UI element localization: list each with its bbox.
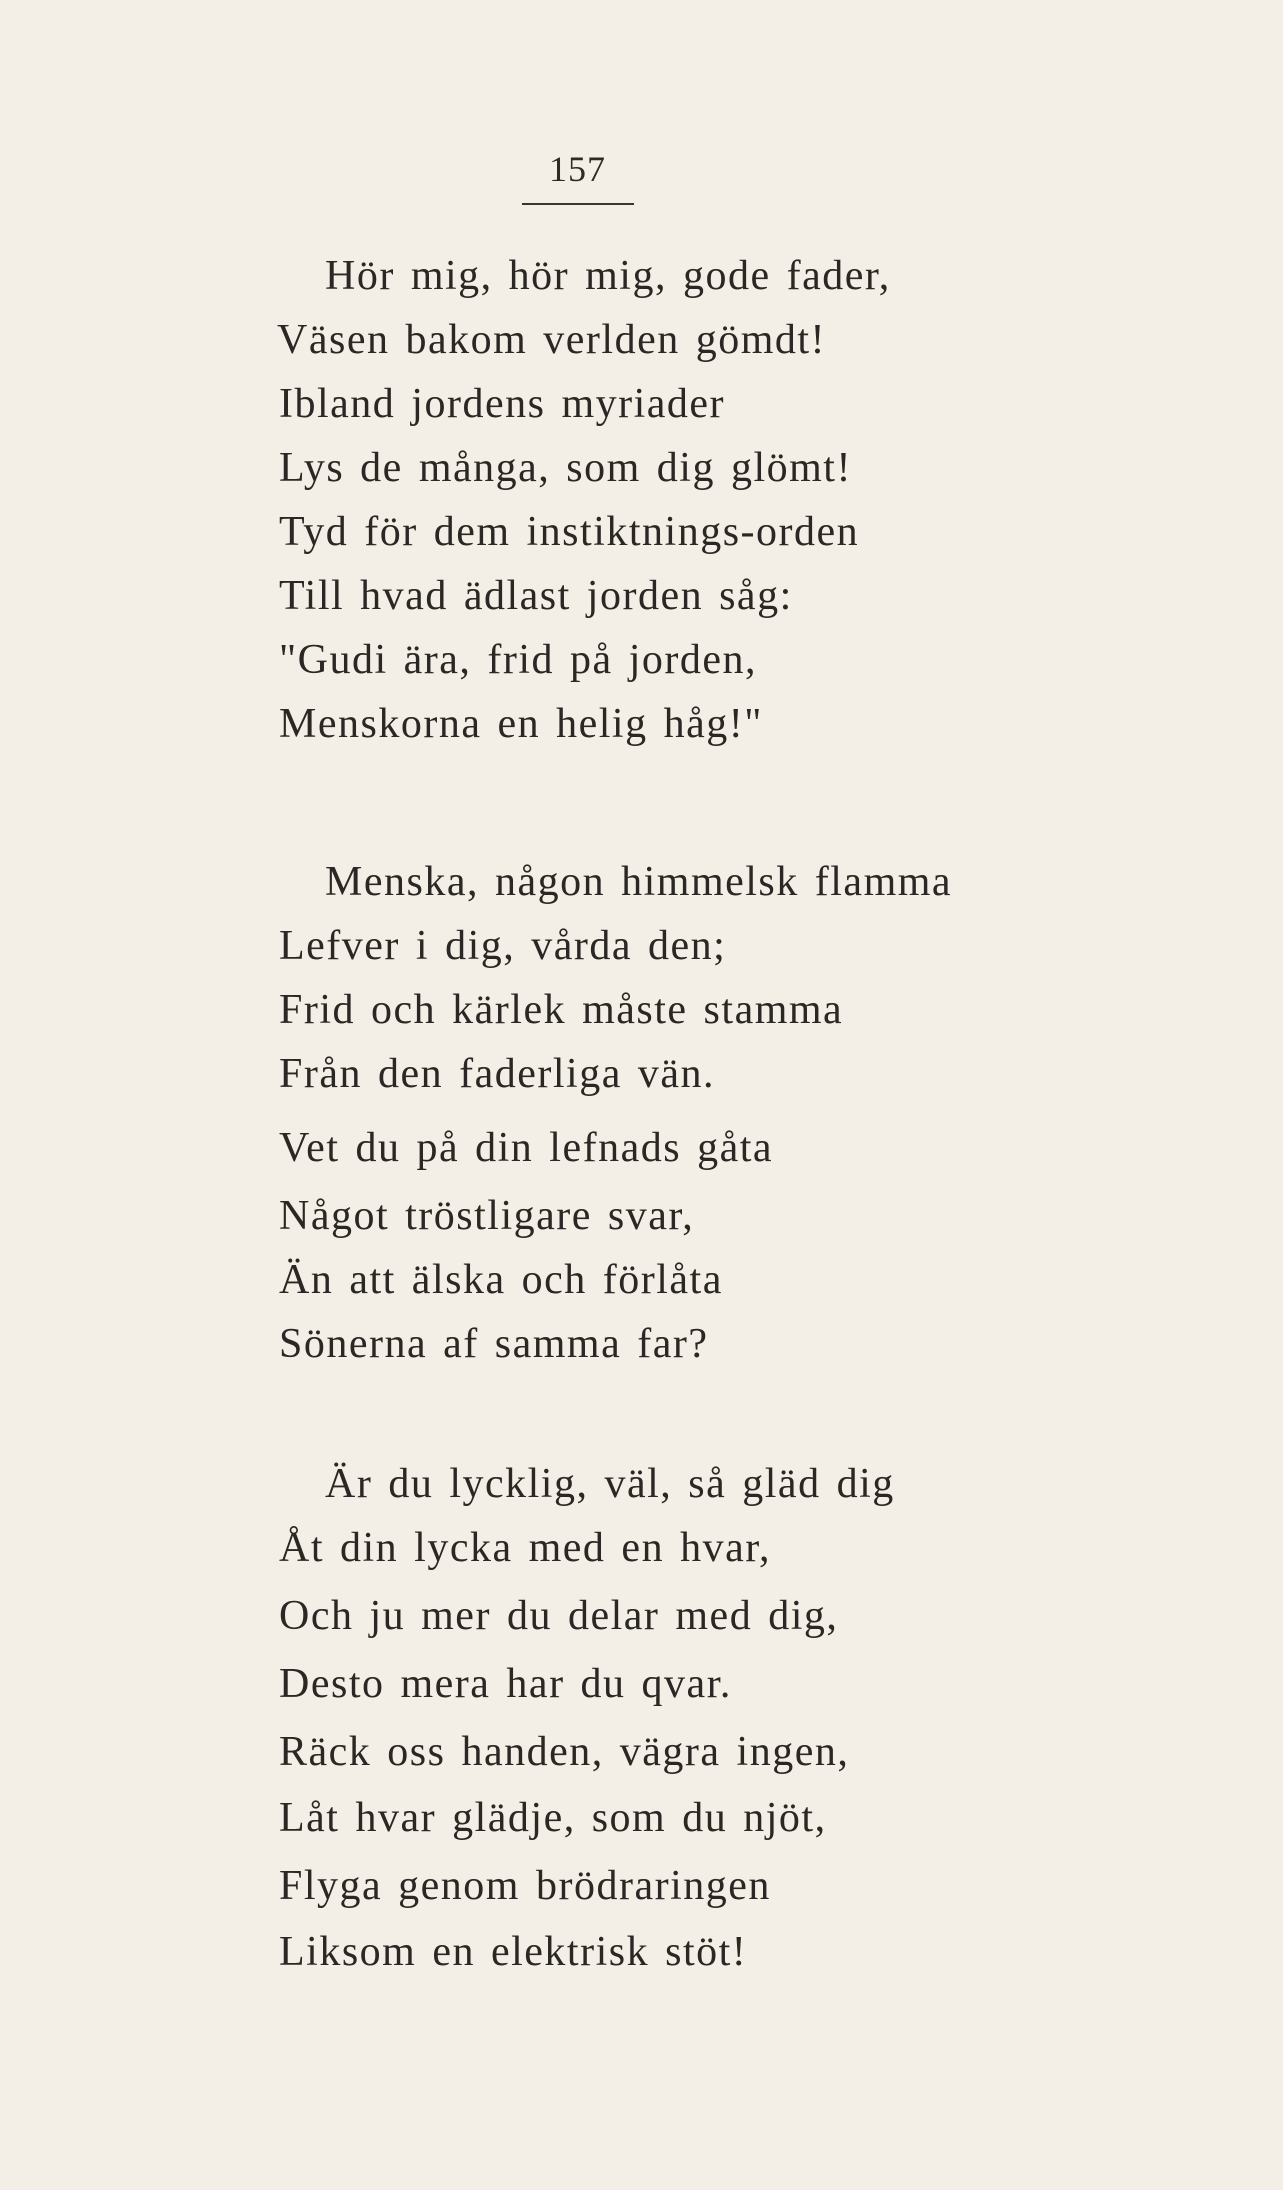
verse-line: Åt din lycka med en hvar, <box>279 1525 772 1571</box>
page-number-rule <box>522 203 634 205</box>
verse-line: Frid och kärlek måste stamma <box>279 987 844 1033</box>
verse-line: Från den faderliga vän. <box>279 1051 716 1097</box>
verse-line: Lefver i dig, vårda den; <box>279 923 727 969</box>
verse-line: Liksom en elektrisk stöt! <box>279 1929 748 1975</box>
verse-line: Är du lycklig, väl, så gläd dig <box>325 1461 895 1507</box>
verse-line: Låt hvar glädje, som du njöt, <box>279 1795 827 1841</box>
verse-line: Och ju mer du delar med dig, <box>279 1593 839 1639</box>
verse-line: Sönerna af samma far? <box>279 1321 709 1367</box>
verse-line: Desto mera har du qvar. <box>279 1661 732 1707</box>
verse-line: Hör mig, hör mig, gode fader, <box>325 253 891 299</box>
verse-line: Lys de många, som dig glömt! <box>279 445 852 491</box>
verse-line: Menskorna en helig håg!" <box>279 701 763 747</box>
verse-line: Räck oss handen, vägra ingen, <box>279 1729 850 1775</box>
verse-line: Tyd för dem instiktnings-orden <box>279 509 860 555</box>
verse-line: Ibland jordens myriader <box>279 381 726 427</box>
verse-line: Än att älska och förlåta <box>279 1257 723 1303</box>
verse-line: Flyga genom brödraringen <box>279 1863 771 1909</box>
page-number: 157 <box>549 149 606 189</box>
verse-line: Väsen bakom verlden gömdt! <box>277 317 827 363</box>
verse-line: Något tröstligare svar, <box>279 1193 695 1239</box>
verse-line: Till hvad ädlast jorden såg: <box>279 573 793 619</box>
verse-line: Menska, någon himmelsk flamma <box>325 859 953 905</box>
verse-line: Vet du på din lefnads gåta <box>279 1125 774 1171</box>
verse-line: "Gudi ära, frid på jorden, <box>279 637 757 683</box>
